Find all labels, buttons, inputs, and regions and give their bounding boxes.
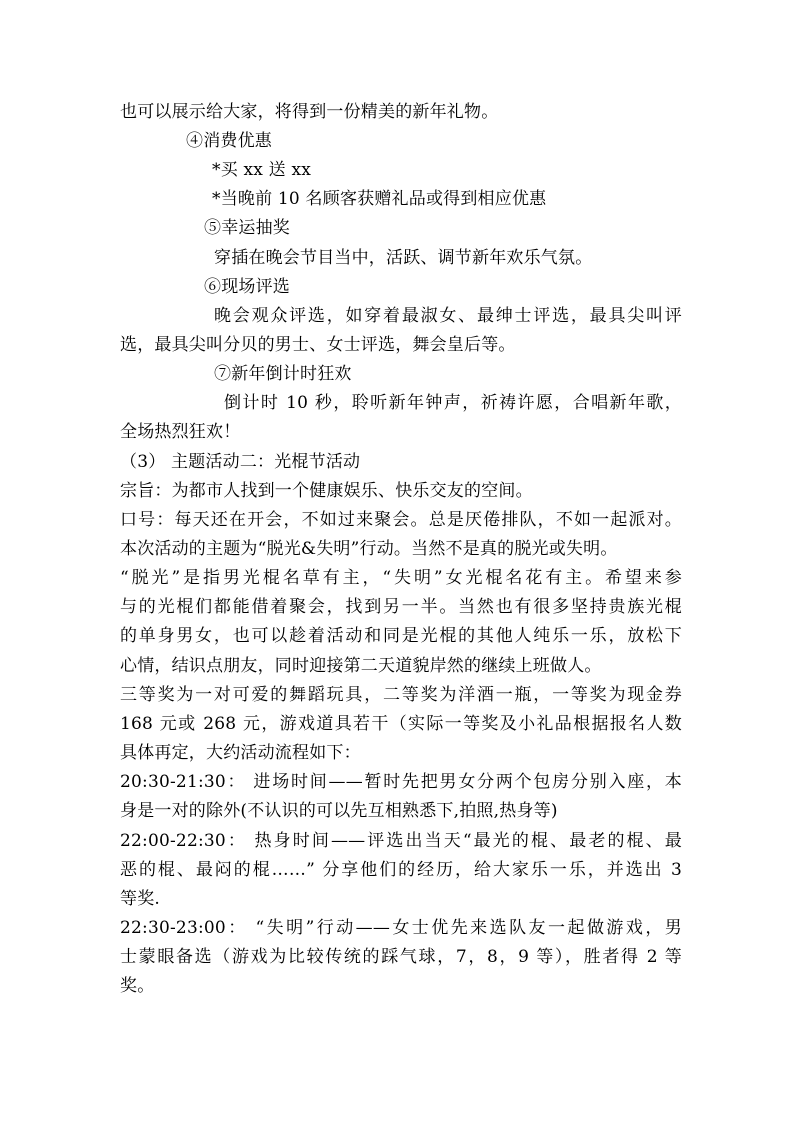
schedule-line: 奖。: [120, 976, 155, 996]
section-heading: （3） 主题活动二：光棍节活动: [120, 452, 361, 472]
section-heading: ⑦新年倒计时狂欢: [214, 364, 352, 384]
text-line: 三等奖为一对可爱的舞蹈玩具，二等奖为洋酒一瓶，一等奖为现金券: [120, 685, 682, 705]
text-line: 心情，结识点朋友，同时迎接第二天道貌岸然的继续上班做人。: [120, 656, 602, 676]
list-item: *买 xx 送 xx: [212, 160, 312, 180]
list-item: *当晚前 10 名顾客获赠礼品或得到相应优惠: [212, 189, 547, 209]
text-line: 选，最具尖叫分贝的男士、女士评选，舞会皇后等。: [120, 335, 516, 355]
text-line: 全场热烈狂欢！: [120, 422, 241, 442]
schedule-line: 22:30-23:00： “失明”行动——女士优先来选队友一起做游戏，男: [120, 918, 682, 938]
text-line: 168 元或 268 元，游戏道具若干（实际一等奖及小礼品根据报名人数: [120, 714, 682, 734]
section-heading: ⑤幸运抽奖: [204, 218, 290, 238]
schedule-line: 22:00-22:30： 热身时间——评选出当天“最光的棍、最老的棍、最: [120, 831, 682, 851]
text-line: 也可以展示给大家，将得到一份精美的新年礼物。: [120, 102, 499, 122]
text-line: 晚会观众评选，如穿着最淑女、最绅士评选，最具尖叫评: [214, 306, 682, 326]
text-line: 宗旨：为都市人找到一个健康娱乐、快乐交友的空间。: [120, 481, 533, 501]
text-line: 与的光棍们都能借着聚会，找到另一半。当然也有很多坚持贵族光棍: [120, 597, 682, 617]
schedule-line: 身是一对的除外(不认识的可以先互相熟悉下,拍照,热身等): [120, 801, 558, 821]
text-line: 本次活动的主题为“脱光&失明”行动。当然不是真的脱光或失明。: [120, 539, 618, 559]
section-heading: ⑥现场评选: [204, 277, 290, 297]
text-line: 具体再定，大约活动流程如下：: [120, 743, 361, 763]
text-line: 的单身男女，也可以趁着活动和同是光棍的其他人纯乐一乐，放松下: [120, 626, 682, 646]
text-line: 倒计时 10 秒，聆听新年钟声，祈祷许愿，合唱新年歌，: [224, 393, 682, 413]
text-line: 口号：每天还在开会，不如过来聚会。总是厌倦排队，不如一起派对。: [120, 510, 682, 530]
schedule-line: 20:30-21:30： 进场时间——暂时先把男女分两个包房分别入座，本: [120, 772, 682, 792]
text-line: “脱光”是指男光棍名草有主，“失明”女光棍名花有主。希望来参: [120, 568, 682, 588]
text-line: 穿插在晚会节目当中，活跃、调节新年欢乐气氛。: [214, 248, 593, 268]
schedule-line: 等奖.: [120, 889, 161, 909]
schedule-line: 士蒙眼备选（游戏为比较传统的踩气球，7，8，9 等），胜者得 2 等: [120, 947, 682, 967]
schedule-line: 恶的棍、最闷的棍……” 分享他们的经历，给大家乐一乐，并选出 3: [120, 860, 682, 880]
section-heading: ④消费优惠: [186, 131, 272, 151]
